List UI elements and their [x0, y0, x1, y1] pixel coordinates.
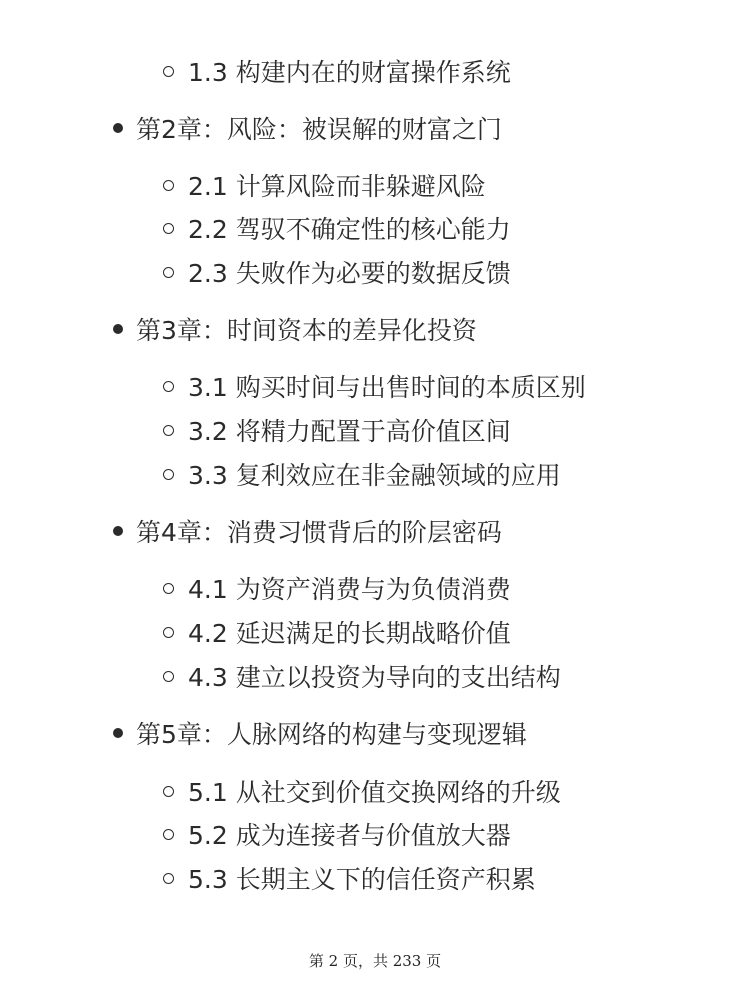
toc-chapter-2	[0, 108, 502, 148]
hollow-bullet-icon	[163, 786, 174, 797]
toc-chapter-3	[0, 309, 477, 349]
toc-section-3-2	[0, 410, 511, 450]
hollow-bullet-icon	[163, 381, 174, 392]
toc-entry-text: 4.2 延迟满足的长期战略价值	[188, 619, 511, 648]
hollow-bullet-icon	[163, 223, 174, 234]
toc-section-4-2	[0, 612, 511, 652]
toc-entry-text: 第2章：风险：被误解的财富之门	[136, 115, 502, 144]
hollow-bullet-icon	[163, 627, 174, 638]
hollow-bullet-icon	[163, 873, 174, 884]
toc-entry-text: 5.3 长期主义下的信任资产积累	[188, 865, 536, 894]
toc-section-2-3	[0, 252, 511, 292]
toc-section-1-3	[0, 51, 511, 91]
toc-entry-text: 3.2 将精力配置于高价值区间	[188, 417, 511, 446]
hollow-bullet-icon	[163, 180, 174, 191]
toc-entry-text: 2.3 失败作为必要的数据反馈	[188, 259, 511, 288]
toc-chapter-4	[0, 511, 502, 551]
filled-bullet-icon	[113, 728, 123, 738]
toc-entry-text: 1.3 构建内在的财富操作系统	[188, 58, 511, 87]
toc-section-5-2	[0, 814, 511, 854]
toc-entry-text: 第4章：消费习惯背后的阶层密码	[136, 518, 502, 547]
hollow-bullet-icon	[163, 583, 174, 594]
toc-entry-text: 5.2 成为连接者与价值放大器	[188, 821, 511, 850]
hollow-bullet-icon	[163, 267, 174, 278]
filled-bullet-icon	[113, 526, 123, 536]
toc-entry-text: 3.1 购买时间与出售时间的本质区别	[188, 373, 586, 402]
filled-bullet-icon	[113, 324, 123, 334]
page-number-footer: 第 2 页，共 233 页	[308, 952, 442, 970]
toc-entry-text: 2.2 驾驭不确定性的核心能力	[188, 215, 511, 244]
hollow-bullet-icon	[163, 829, 174, 840]
toc-entry-text: 4.3 建立以投资为导向的支出结构	[188, 663, 561, 692]
toc-chapter-5	[0, 713, 527, 753]
hollow-bullet-icon	[163, 671, 174, 682]
toc-entry-text: 2.1 计算风险而非躲避风险	[188, 172, 486, 201]
hollow-bullet-icon	[163, 469, 174, 480]
toc-section-2-1	[0, 165, 486, 205]
toc-entry-text: 5.1 从社交到价值交换网络的升级	[188, 778, 561, 807]
toc-entry-text: 第3章：时间资本的差异化投资	[136, 316, 477, 345]
toc-entry-text: 第5章：人脉网络的构建与变现逻辑	[136, 720, 527, 749]
toc-entry-text: 3.3 复利效应在非金融领域的应用	[188, 461, 561, 490]
toc-section-2-2	[0, 208, 511, 248]
toc-section-5-3	[0, 858, 536, 898]
toc-section-5-1	[0, 771, 561, 811]
filled-bullet-icon	[113, 123, 123, 133]
toc-section-3-1	[0, 366, 586, 406]
toc-section-4-1	[0, 568, 511, 608]
toc-section-3-3	[0, 454, 561, 494]
hollow-bullet-icon	[163, 66, 174, 77]
hollow-bullet-icon	[163, 425, 174, 436]
toc-section-4-3	[0, 656, 561, 696]
toc-entry-text: 4.1 为资产消费与为负债消费	[188, 575, 511, 604]
